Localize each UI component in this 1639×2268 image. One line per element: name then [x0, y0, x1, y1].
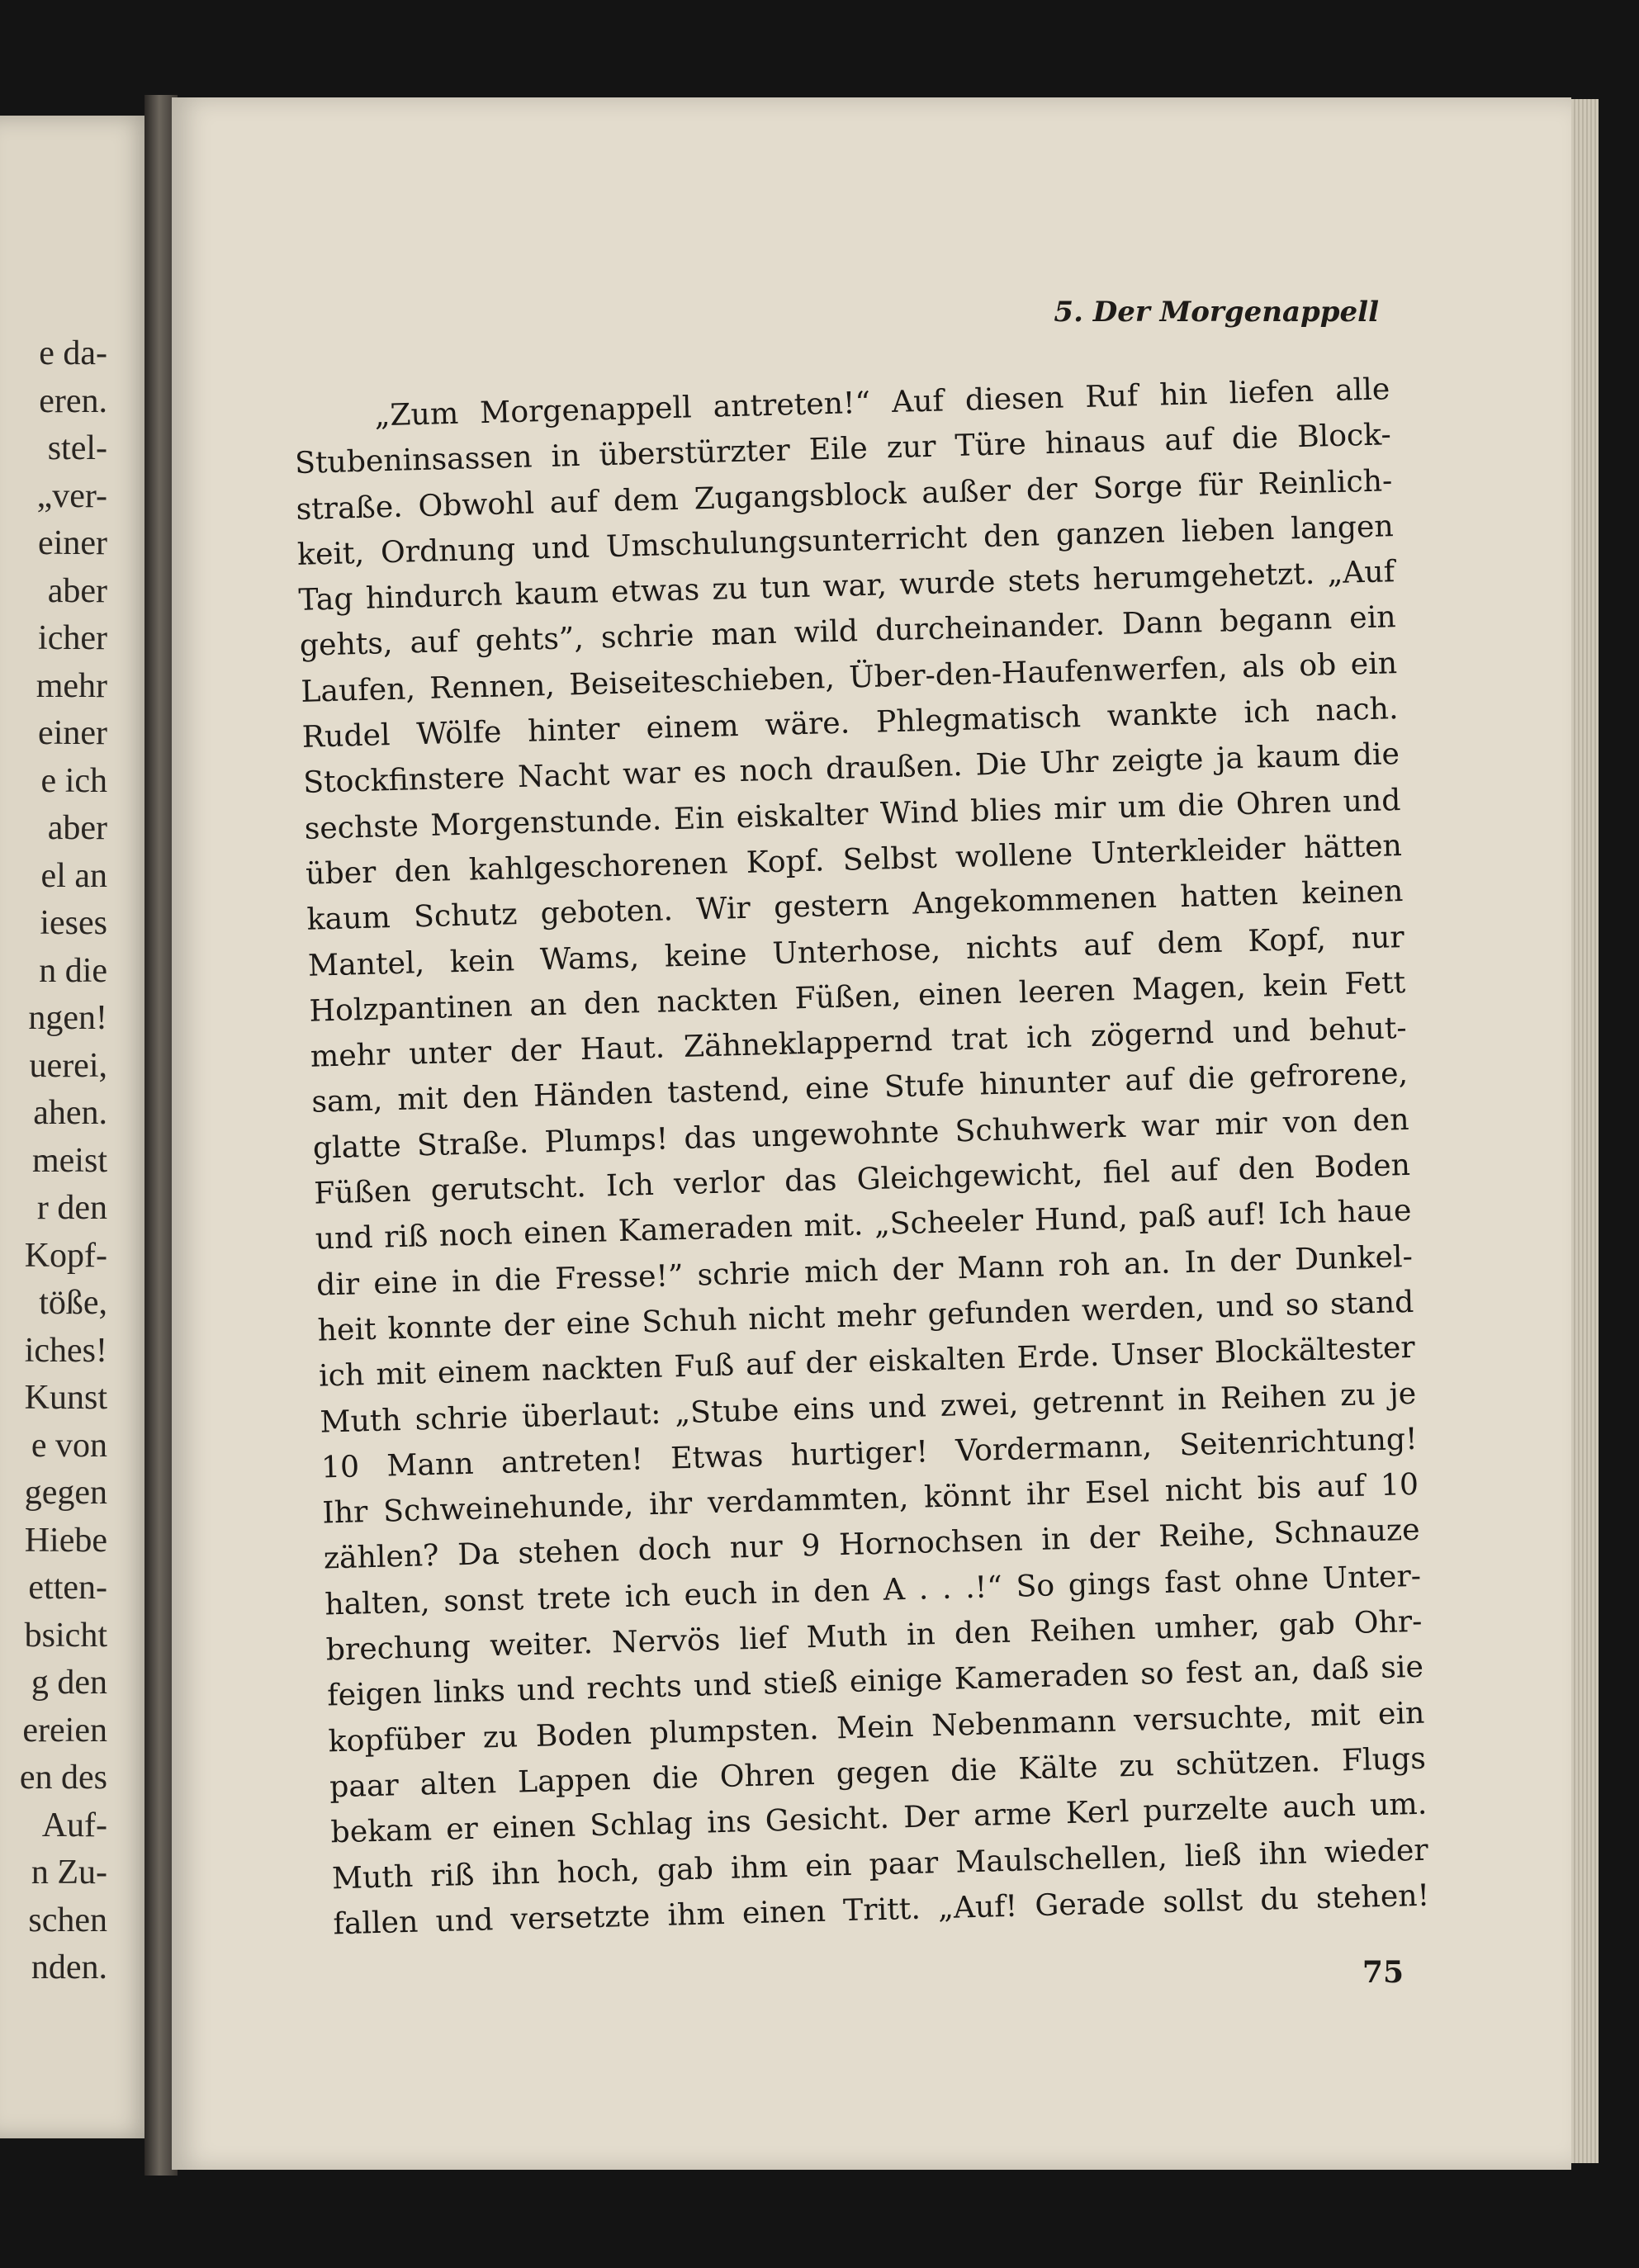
text-line: kaum Schutz geboten. Wir gestern Angekommenen hatten keinen [306, 873, 1404, 938]
text-line: sam, mit den Händen tastend, eine Stufe hinunter auf die gefrorene, [310, 1055, 1409, 1120]
previous-page-line: g den [31, 1664, 107, 1702]
text-line: über den kahlgeschorenen Kopf. Selbst wollene Unterkleider hätten [305, 827, 1403, 892]
previous-page-line: Auf- [41, 1806, 107, 1844]
previous-page-line: Hiebe [24, 1521, 107, 1560]
previous-page-line: aber [47, 809, 107, 847]
text-line: paar alten Lappen die Ohren gegen die Kälte zu schützen. Flugs [329, 1740, 1427, 1805]
text-line: „Zum Morgenappell antreten!“ Auf diesen Ruf hin liefen alle [374, 371, 1390, 433]
previous-page-line: ahen. [33, 1094, 107, 1132]
previous-page-line: mehr [36, 666, 107, 705]
previous-page-line: iches! [24, 1331, 107, 1370]
text-line: feigen links und rechts und stieß einige Kameraden so fest an, daß sie [326, 1649, 1424, 1713]
previous-page-line: en des [19, 1759, 107, 1797]
previous-page-line: einer [38, 524, 107, 562]
text-line: fallen und versetzte ihm einen Tritt. „Auf! Gerade sollst du stehen! [332, 1877, 1430, 1942]
previous-page-line: meist [32, 1141, 107, 1180]
previous-page-line: r den [36, 1189, 107, 1227]
previous-page-line: nden. [31, 1948, 107, 1986]
text-line: zählen? Da stehen doch nur 9 Hornochsen in der Reihe, Schnauze [323, 1512, 1421, 1576]
text-line: straße. Obwohl auf dem Zugangsblock außer der Sorge für Reinlich- [296, 462, 1393, 527]
text-line: 10 Mann antreten! Etwas hurtiger! Vordermann, Seitenrichtung! [320, 1420, 1419, 1485]
previous-page-line: schen [28, 1901, 107, 1939]
text-line: halten, sonst trete ich euch in den A . . .!“ So gings fast ohne Unter- [324, 1557, 1422, 1622]
text-line: Ihr Schweinehunde, ihr verdammten, könnt ihr Esel nicht bis auf 10 [321, 1465, 1419, 1531]
previous-page-line: töße, [39, 1284, 107, 1322]
text-line: heit konnte der eine Schuh nicht mehr gefunden werden, und so stand [317, 1283, 1414, 1348]
text-line: und riß noch einen Kameraden mit. „Scheeler Hund, paß auf! Ich haue [315, 1192, 1412, 1257]
previous-page-line: einer [38, 714, 107, 752]
text-line: Holzpantinen an den nackten Füßen, einen leeren Magen, kein Fett [308, 964, 1406, 1029]
text-line: gehts, auf gehts”, schrie man wild durcheinander. Dann begann ein [299, 599, 1397, 664]
previous-page-line: ngen! [28, 999, 107, 1037]
text-line: dir eine in die Fresse!” schrie mich der Mann roh an. In der Dunkel- [315, 1238, 1414, 1303]
previous-page-line: bsicht [24, 1616, 107, 1655]
previous-page-line: e von [31, 1426, 107, 1465]
previous-page-line: eren. [39, 381, 107, 420]
text-line: Muth riß ihn hoch, gab ihm ein paar Maulschellen, ließ ihn wieder [331, 1831, 1429, 1896]
text-line: glatte Straße. Plumps! das ungewohnte Schuhwerk war mir von den [312, 1101, 1409, 1166]
text-line: Mantel, kein Wams, keine Unterhose, nichts auf dem Kopf, nur [307, 918, 1405, 983]
text-line: kopfüber zu Boden plumpsten. Mein Nebenmann versuchte, mit ein [328, 1694, 1425, 1759]
previous-page-line: uerei, [29, 1046, 107, 1085]
text-line: Rudel Wölfe hinter einem wäre. Phlegmatisch wankte ich nach. [301, 690, 1399, 755]
body-text [293, 366, 1430, 1946]
previous-page-line: ieses [40, 904, 107, 942]
chapter-header: 5. Der Morgenappell [1054, 296, 1379, 329]
previous-page-line: ereien [22, 1711, 107, 1750]
text-line: Füßen gerutscht. Ich verlor das Gleichgewicht, fiel auf den Boden [313, 1146, 1411, 1211]
text-line: Stubeninsassen in überstürzter Eile zur Türe hinaus auf die Block- [294, 416, 1392, 481]
text-line: Tag hindurch kaum etwas zu tun war, wurde stets herumgehetzt. „Auf [297, 553, 1395, 618]
previous-page-line: gegen [24, 1474, 107, 1512]
previous-page-line: e da- [39, 334, 107, 372]
previous-page-line: aber [47, 571, 107, 610]
text-line: sechste Morgenstunde. Ein eiskalter Wind blies mir um die Ohren und [304, 781, 1401, 846]
previous-page-line: stel- [47, 429, 107, 467]
previous-page-line: n Zu- [31, 1854, 107, 1892]
previous-page-line: icher [38, 619, 107, 657]
text-line: Stockfinstere Nacht war es noch draußen. Die Uhr zeigte ja kaum die [302, 736, 1400, 801]
previous-page-line: el an [40, 856, 107, 895]
text-line: bekam er einen Schlag ins Gesicht. Der arme Kerl purzelte auch um. [330, 1785, 1428, 1850]
previous-page-line: Kopf- [24, 1236, 107, 1275]
previous-page-line: e ich [40, 761, 107, 800]
text-line: brechung weiter. Nervös lief Muth in den Reihen umher, gab Ohr- [325, 1603, 1423, 1668]
previous-page [0, 116, 157, 2138]
previous-page-line: n die [39, 951, 107, 990]
text-line: Laufen, Rennen, Beiseiteschieben, Über-den-Haufenwerfen, als ob ein [300, 644, 1398, 709]
previous-page-line: etten- [28, 1569, 107, 1607]
page-number: 75 [1362, 1955, 1404, 1990]
previous-page-line: „ver- [36, 476, 107, 515]
previous-page-line: Kunst [24, 1379, 107, 1417]
previous-page-text [0, 330, 107, 1992]
text-line: mehr unter der Haut. Zähneklappernd trat ich zögernd und behut- [310, 1010, 1408, 1074]
text-line: keit, Ordnung und Umschulungsunterricht den ganzen lieben langen [296, 508, 1395, 572]
text-line: ich mit einem nackten Fuß auf der eiskalten Erde. Unser Blockältester [318, 1329, 1416, 1394]
text-line: Muth schrie überlaut: „Stube eins und zwei, getrennt in Reihen zu je [320, 1375, 1417, 1440]
